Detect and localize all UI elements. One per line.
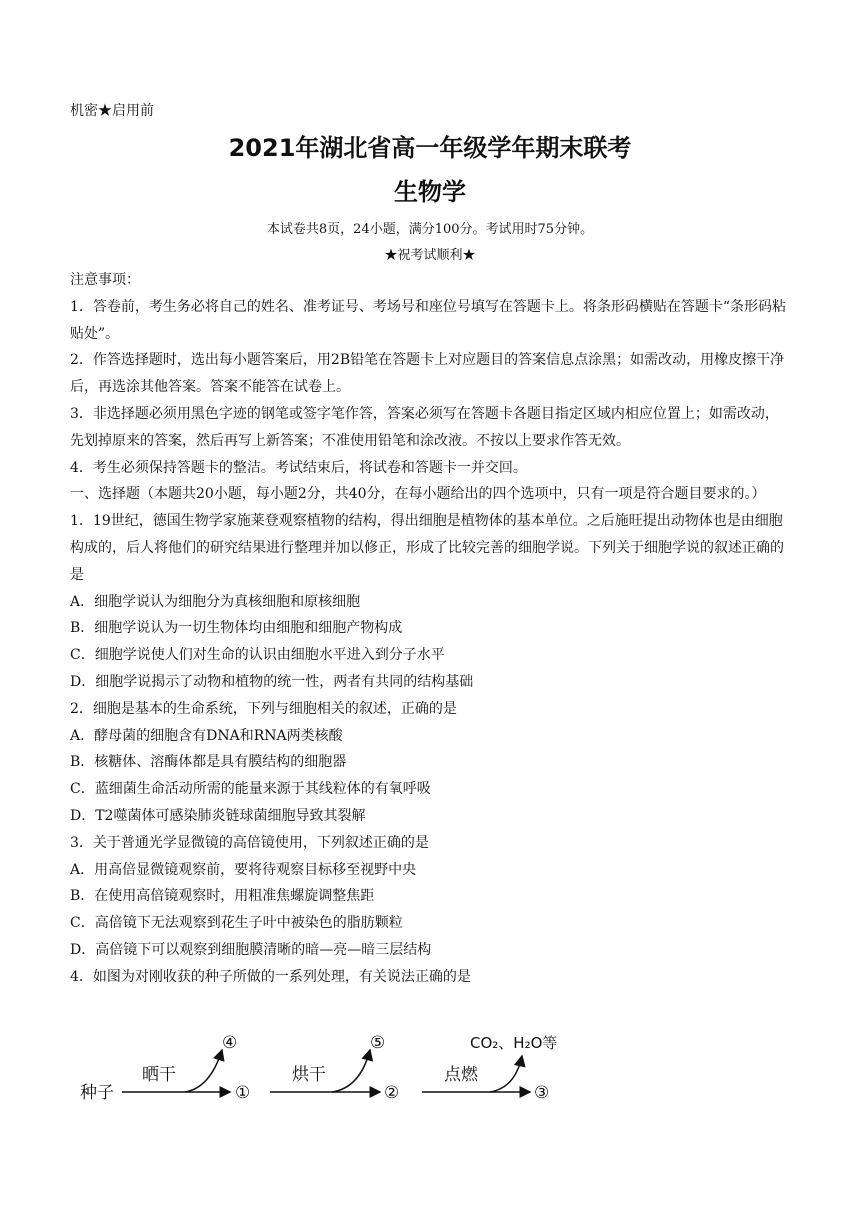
step2-label: 烘干 (292, 1065, 326, 1085)
question-option: C．蓝细菌生命活动所需的能量来源于其线粒体的有氧呼吸 (70, 781, 431, 798)
exam-info: 本试卷共8页，24小题，满分100分。考试用时75分钟。 (266, 222, 594, 237)
notice-heading: 注意事项： (70, 272, 140, 288)
notice-item: 4．考生必须保持答题卡的整洁。考试结束后，将试卷和答题卡一并交回。 (70, 459, 527, 476)
products-label: CO₂、H₂O等 (470, 1034, 558, 1052)
question-option: C．细胞学说使人们对生命的认识由细胞水平进入到分子水平 (70, 647, 445, 664)
branch-arrow-2 (332, 1050, 370, 1092)
question-option: A．细胞学说认为细胞分为真核细胞和原核细胞 (70, 593, 361, 610)
question-option: B．细胞学说认为一切生物体均由细胞和细胞产物构成 (70, 620, 403, 637)
question-option: A．用高倍显微镜观察前，要将待观察目标移至视野中央 (70, 861, 417, 878)
question-option: D．细胞学说揭示了动物和植物的统一性，两者有共同的结构基础 (70, 673, 474, 690)
confidential-label: 机密★启用前 (70, 103, 154, 119)
node-2: ② (384, 1083, 400, 1103)
question-option: A．酵母菌的细胞含有DNA和RNA两类核酸 (70, 727, 343, 744)
section-heading: 一、选择题（本题共20小题，每小题2分，共40分，在每小题给出的四个选项中，只有一项是符合题目要求的。） (70, 486, 766, 503)
step1-label: 晒干 (142, 1065, 176, 1085)
good-luck-line: ★祝考试顺利★ (384, 248, 476, 263)
question-option: D．T2噬菌体可感染肺炎链球菌细胞导致其裂解 (70, 807, 366, 824)
exam-body (70, 267, 792, 991)
question-option: C．高倍镜下无法观察到花生子叶中被染色的脂肪颗粒 (70, 915, 403, 932)
question-option: B．核糖体、溶酶体都是具有膜结构的细胞器 (70, 754, 347, 771)
seed-label: 种子 (80, 1083, 114, 1103)
question-stem: 4．如图为对刚收获的种子所做的一系列处理，有关说法正确的是 (70, 968, 471, 985)
node-5: ⑤ (370, 1033, 386, 1053)
question-stem: 3．关于普通光学显微镜的高倍镜使用，下列叙述正确的是 (70, 834, 429, 851)
notice-item: 2．作答选择题时，选出每小题答案后，用2B铅笔在答题卡上对应题目的答案信息点涂黑；如需改动，用橡皮擦干净后，再选涂其他答案。答案不能答在试卷上。 (70, 352, 785, 396)
notice-item: 3．非选择题必须用黑色字迹的钢笔或签字笔作答，答案必须写在答题卡各题目指定区域内相应位置上；如需改动，先划掉原来的答案，然后再写上新答案；不准使用铅笔和涂改液。不按以上要求作答无效。 (70, 405, 779, 449)
node-1: ① (235, 1083, 251, 1103)
branch-arrow-1 (185, 1050, 222, 1092)
question-stem: 2．细胞是基本的生命系统，下列与细胞相关的叙述，正确的是 (70, 700, 457, 717)
branch-arrow-3 (490, 1056, 522, 1092)
subject-title: 生物学 (394, 178, 466, 206)
exam-title: 2021年湖北省高一年级学年期末联考 (228, 134, 632, 162)
question-option: B．在使用高倍镜观察时，用粗准焦螺旋调整焦距 (70, 888, 375, 905)
notice-item: 1．答卷前，考生务必将自己的姓名、准考证号、考场号和座位号填写在答题卡上。将条形码横贴在答题卡“条形码粘贴处”。 (70, 298, 787, 342)
question-stem: 1．19世纪，德国生物学家施莱登观察植物的结构，得出细胞是植物体的基本单位。之后施旺提出动物体也是由细胞构成的，后人将他们的研究结果进行整理并加以修正，形成了比较完善的细胞学说。下列关于细胞学说的叙述正确的是 (70, 513, 784, 583)
seed-treatment-diagram (70, 1028, 590, 1118)
question-option: D．高倍镜下可以观察到细胞膜清晰的暗—亮—暗三层结构 (70, 941, 432, 958)
node-4: ④ (222, 1033, 238, 1053)
node-3: ③ (534, 1083, 550, 1103)
step3-label: 点燃 (444, 1065, 478, 1085)
